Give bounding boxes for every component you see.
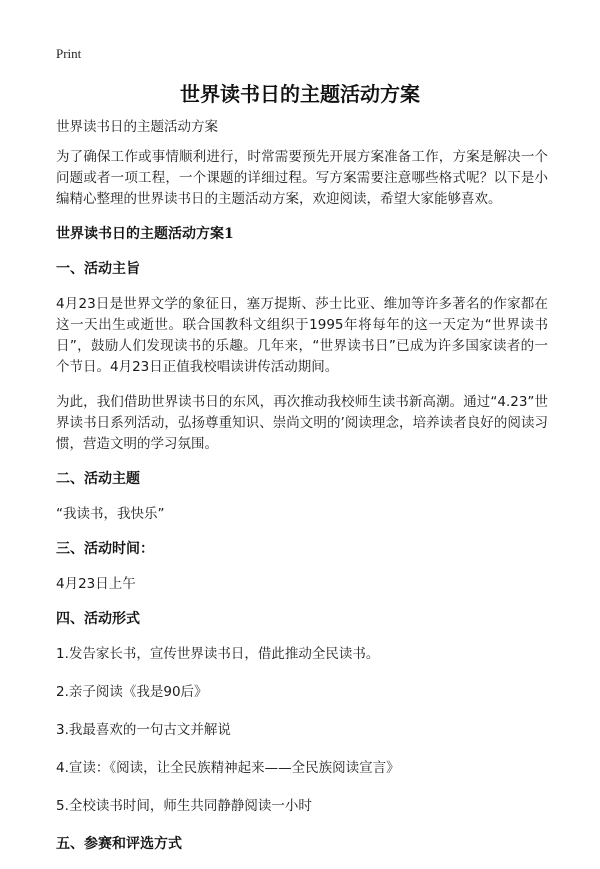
format-item-4: 4.宣读：《阅读，让全民族精神起来——全民族阅读宣言》 — [56, 760, 400, 776]
section-heading-evaluation: 五、参赛和评选方式 — [56, 836, 182, 852]
purpose-paragraph-1: 4月23日是世界文学的象征日，塞万提斯、莎士比亚、维加等许多著名的作家都在这一天出生或逝世。联合国教科文组织于1995年将每年的这一天定为“世界读书日”，鼓励人们发现读书的乐趣。几年来，“世界读书日”已成为许多国家读者的一个节日。4月23日正值我校唱读讲传活动期间。 — [56, 296, 548, 375]
plan-title: 世界读书日的主题活动方案1 — [56, 226, 234, 242]
section-heading-time: 三、活动时间： — [56, 541, 154, 557]
section-heading-format: 四、活动形式 — [56, 611, 140, 627]
document-body — [56, 117, 548, 869]
document-title: 世界读书日的主题活动方案 — [180, 82, 420, 106]
intro-paragraph: 为了确保工作或事情顺利进行，时常需要预先开展方案准备工作，方案是解决一个问题或者一项工程，一个课题的详细过程。写方案需要注意哪些格式呢？以下是小编精心整理的世界读书日的主题活动方案，欢迎阅读，希望大家能够喜欢。 — [56, 149, 548, 207]
theme-text: “我读书，我快乐” — [56, 506, 165, 522]
section-heading-theme: 二、活动主题 — [56, 471, 140, 487]
format-item-5: 5.全校读书时间，师生共同静静阅读一小时 — [56, 798, 312, 814]
format-item-3: 3.我最喜欢的一句古文并解说 — [56, 722, 231, 738]
time-text: 4月23日上午 — [56, 576, 136, 592]
section-heading-purpose: 一、活动主旨 — [56, 261, 140, 277]
print-label: Print — [56, 46, 82, 61]
format-item-2: 2.亲子阅读《我是90后》 — [56, 684, 208, 700]
format-item-1: 1.发告家长书，宣传世界读书日，借此推动全民读书。 — [56, 646, 380, 662]
document-subtitle: 世界读书日的主题活动方案 — [56, 119, 218, 135]
purpose-paragraph-2: 为此，我们借助世界读书日的东风，再次推动我校师生读书新高潮。通过“4.23”世界读书日系列活动，弘扬尊重知识、崇尚文明的’阅读理念，培养读者良好的阅读习惯，营造文明的学习氛围。 — [56, 394, 548, 452]
